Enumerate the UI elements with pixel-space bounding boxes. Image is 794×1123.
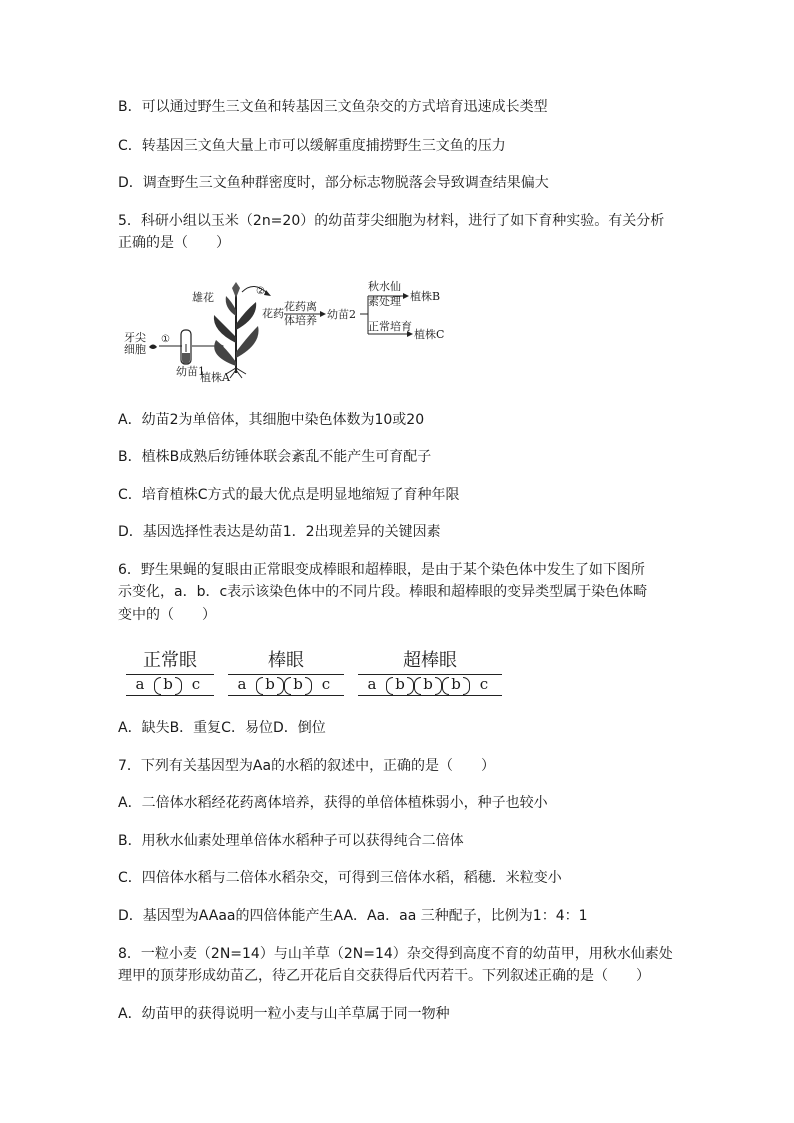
normal-culture-label: 正常培育 (368, 320, 412, 333)
bud-label-1: 牙尖 (124, 331, 146, 344)
segment: a (237, 675, 247, 693)
option-4c: C．转基因三文鱼大量上市可以缓解重度捕捞野生三文鱼的压力 (118, 138, 506, 154)
bud-tissue (149, 345, 157, 350)
segment: c (479, 675, 489, 693)
segment: b (386, 675, 414, 695)
chromosome-bar (126, 674, 214, 696)
segment: a (135, 675, 145, 693)
segment: b (256, 675, 284, 695)
breeding-diagram (118, 278, 458, 386)
option-5d[interactable]: D．基因选择性表达是幼苗1．2出现差异的关键因素 (118, 524, 441, 540)
plant-a-label: 植株A (200, 371, 230, 384)
question-7-stem: 7．下列有关基因型为Aa的水稻的叙述中，正确的是（ ） (118, 758, 496, 774)
question-6-stem: 6．野生果蝇的复眼由正常眼变成棒眼和超棒眼，是由于某个染色体中发生了如下图所 (118, 562, 645, 578)
segment: b (414, 675, 442, 695)
question-6-stem-end: 变中的（ ） (118, 607, 216, 623)
step-2-label: ② (256, 286, 265, 297)
chromosome-bar (358, 674, 502, 696)
step-1-label: ① (161, 334, 170, 345)
option-7a[interactable]: A．二倍体水稻经花药离体培养，获得的单倍体植株弱小，种子也较小 (118, 795, 548, 811)
male-flower-label: 雄花 (192, 291, 214, 304)
colchicine-label-2: 素处理 (368, 295, 401, 308)
option-5b[interactable]: B．植株B成熟后纺锤体联会紊乱不能产生可育配子 (118, 449, 432, 465)
question-5-stem-cont: 正确的是（ ） (118, 235, 230, 251)
seedling-1-label: 幼苗1 (176, 365, 205, 378)
option-4d: D．调查野生三文鱼种群密度时，部分标志物脱落会导致调查结果偏大 (118, 175, 549, 191)
option-4b: B．可以通过野生三文鱼和转基因三文鱼杂交的方式培育迅速成长类型 (118, 99, 548, 115)
segment: b (154, 675, 182, 695)
chromosome-title: 超棒眼 (403, 650, 457, 671)
question-6-options[interactable]: A．缺失B．重复C．易位D．倒位 (118, 720, 326, 736)
option-7c[interactable]: C．四倍体水稻与二倍体水稻杂交，可得到三倍体水稻，稻穗．米粒变小 (118, 870, 562, 886)
plant-c-label: 植株C (414, 328, 445, 341)
chromosome-normal-eye (126, 644, 214, 700)
question-6-stem-cont: 示变化，a．b．c表示该染色体中的不同片段。棒眼和超棒眼的变异类型属于染色体畸 (118, 584, 648, 600)
seedling-2-label: 幼苗2 (327, 308, 356, 321)
option-7b[interactable]: B．用秋水仙素处理单倍体水稻种子可以获得纯合二倍体 (118, 833, 464, 849)
question-5-stem: 5．科研小组以玉米（2n=20）的幼苗芽尖细胞为材料，进行了如下育种实验。有关分析 (118, 213, 665, 229)
anther-culture-label-1: 花药离 (284, 300, 317, 313)
option-5c[interactable]: C．培育植株C方式的最大优点是明显地缩短了育种年限 (118, 487, 460, 503)
segment: a (367, 675, 377, 693)
option-8a[interactable]: A．幼苗甲的获得说明一粒小麦与山羊草属于同一物种 (118, 1006, 450, 1022)
anther-culture-label-2: 体培养 (284, 314, 317, 327)
option-5a[interactable]: A．幼苗2为单倍体，其细胞中染色体数为10或20 (118, 412, 425, 428)
bud-label-2: 细胞 (124, 343, 146, 356)
corn-plant-icon (214, 282, 259, 378)
chromosome-bar (228, 674, 344, 696)
seedling-1-icon (182, 353, 190, 364)
chromosome-bar-eye (228, 644, 344, 700)
segment: b (284, 675, 312, 695)
anther-label: 花药 (262, 307, 284, 320)
option-7d[interactable]: D．基因型为AAaa的四倍体能产生AA．Aa．aa 三种配子，比例为1：4：1 (118, 908, 588, 924)
chromosome-title: 棒眼 (268, 650, 304, 671)
chromosome-title: 正常眼 (143, 650, 197, 671)
question-8-stem-cont: 理甲的顶芽形成幼苗乙，待乙开花后自交获得后代丙若干。下列叙述正确的是（ ） (118, 968, 650, 984)
plant-b-label: 植株B (410, 290, 441, 303)
segment: b (442, 675, 470, 695)
segment: c (321, 675, 331, 693)
question-8-stem: 8．一粒小麦（2N=14）与山羊草（2N=14）杂交得到高度不育的幼苗甲，用秋水仙素处 (118, 946, 673, 962)
chromosome-ultra-bar-eye (358, 644, 502, 700)
colchicine-label-1: 秋水仙 (368, 280, 401, 293)
segment: c (191, 675, 201, 693)
